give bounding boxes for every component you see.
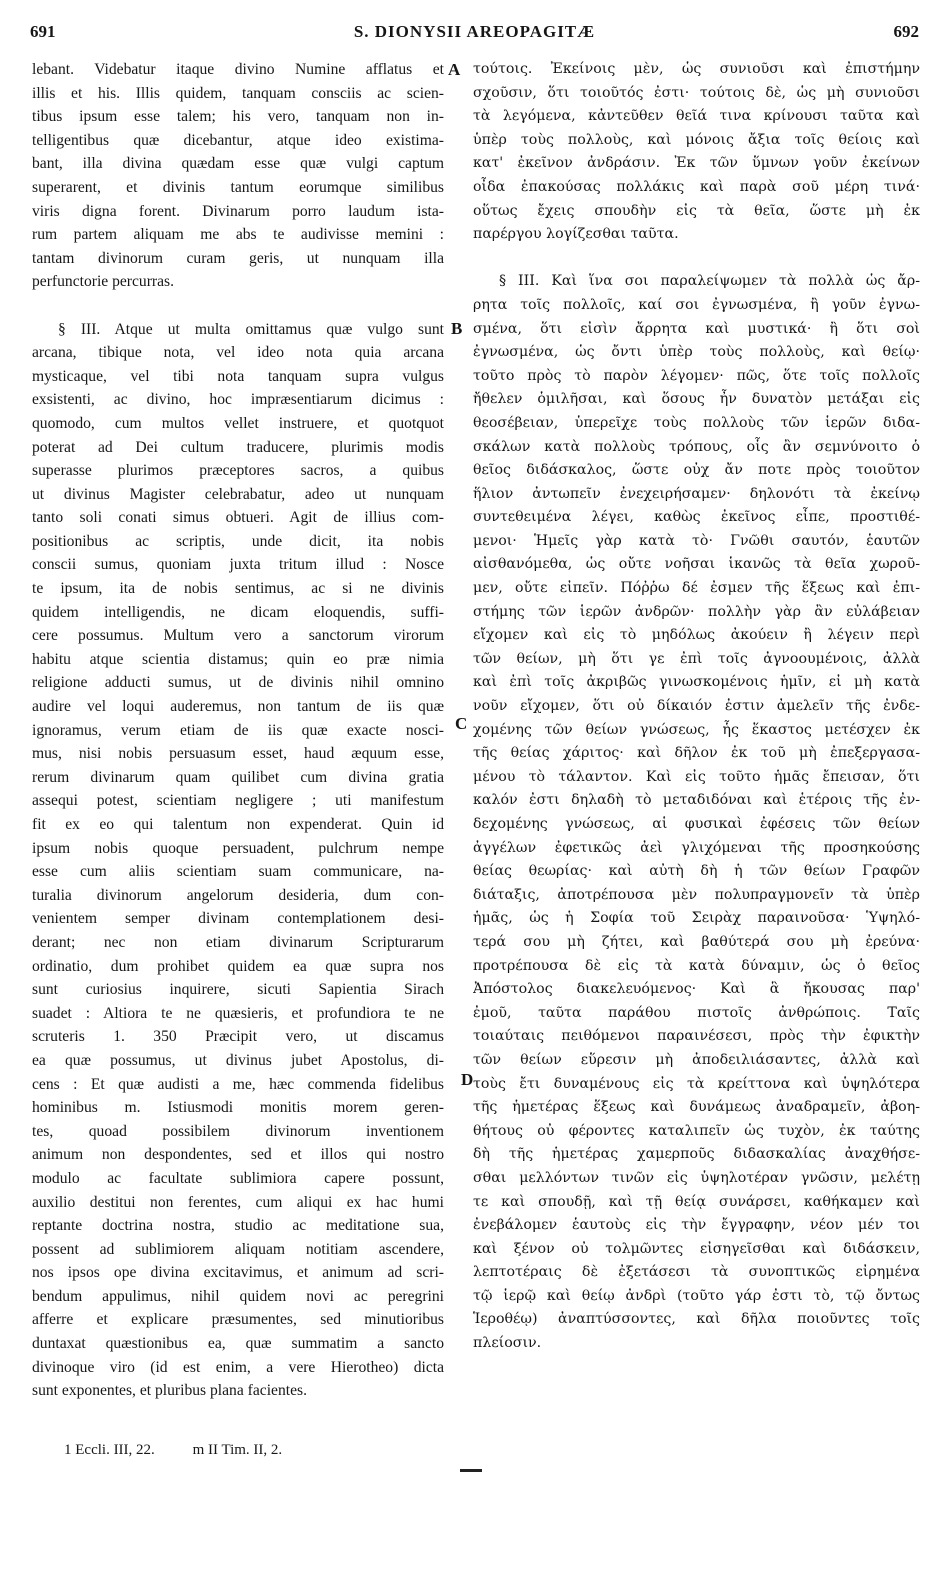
latin-text-line: positionibus ac scriptis, unde dicit, ita nobis [32,532,444,550]
greek-text-line: τὰ λεγόμενα, κἀντεῦθεν θεῖά τινα κρίνουσι ταῦτα καὶ [473,108,920,125]
margin-marker-d: D [461,1070,474,1089]
latin-text-line: ut divinus Magister celebrabatur, adeo ut nunquam [32,485,444,503]
latin-text-line: conscii sumus, quoniam juxta tritum illud : Nosce [32,556,444,574]
greek-text-line: θείας θεωρίας· καὶ αὐτὴ δὴ ἡ τῶν θείων Γραφῶν [473,863,920,880]
latin-text-line: derant; nec non etiam divinarum Scripturarum [32,933,444,951]
greek-text-line: Ἱεροθέῳ) ἀναπτύσσοντες, καὶ δῆλα ποιοῦντες τοῖς [473,1311,920,1328]
latin-text-line: assequi potest, scientiam negligere ; uti manifestum [32,792,444,810]
latin-text-line: arcana, tibique nota, vel ideo nota quia arcana [32,344,444,362]
latin-text-line: hominibus m. Istiusmodi monitis morem geren- [32,1099,444,1117]
greek-text-line: κατ' ἐκεῖνον ἀνδράσιν. Ἐκ τῶν ὕμνων γοῦν ἐκείνων [473,155,920,172]
latin-text-line: turalia divinorum angelorum desideria, dum con- [32,886,444,904]
greek-text-line: καὶ ξένον οὐ τολμῶντες εἰσηγεῖσθαι καὶ διδάσκειν, [473,1240,920,1257]
latin-text-line: ea quæ possumus, ut divinus jubet Apostolus, di- [32,1051,444,1069]
greek-text-line: οὕτως ἔχεις σπουδὴν εἰς τὰ θεῖα, ὥστε μὴ ἐκ [473,202,920,219]
latin-text-line: scruteris 1. 350 Præcipit vero, ut discamus [32,1028,444,1046]
greek-text-line: οἶδα ἐπακούσας πολλάκις καὶ παρὰ σοῦ μέρη τινά· [473,178,920,195]
footnote-1: 1 Eccli. III, 22. [64,1442,155,1458]
greek-text-line: σκάλων κατὰ πολλοὺς τρόπους, οἷς ἂν σεμνύνοιτο ὁ [473,438,920,455]
latin-text-line: tanto soli conati simus obtueri. Agit de illius com- [32,509,444,527]
greek-text-line: προτρέπουσα δὲ εἰς τὰ κατὰ δύναμιν, ὡς ὁ θεῖος [473,957,920,974]
greek-text-line: μενοι· Ἡμεῖς γὰρ κατὰ τὸ· Γνῶθι σαυτόν, ἑαυτῶν [473,532,920,549]
latin-text-line: esse cum aliis scientiam suam communicare, na- [32,863,444,881]
footnote-m: m II Tim. II, 2. [192,1442,283,1458]
page-header [30,22,919,50]
greek-text-line: συντεθειμένα λέγει, καθὼς ἐκεῖνος εἶπε, προστιθέ- [473,509,920,526]
margin-marker-b: B [451,319,463,338]
greek-text-line: χομένης τῶν θείων γνώσεως, ἧς ἕκαστος μετέσχεν ἐκ [473,721,920,738]
latin-text-line: illis et his. Illis quidem, tanquam consciis ac scien- [32,84,444,102]
greek-text-line: αἰσθανόμεθα, ὡς οὔτε νοῆσαι ἱκανῶς τὰ θεῖα χωροῦ- [473,556,920,573]
greek-text-line: τοὺς ἔτι δυναμένους εἰς τὰ κρείττονα καὶ ὑψηλότερα [473,1075,920,1092]
latin-text-line: viris digna forent. Divinarum porro laudum ista- [32,202,444,220]
greek-text-line: ἀγγέλων ἐφετικῶς ἀεὶ γλιχόμεναι τῆς προσηκούσης [473,839,920,856]
greek-text-line: δεχομένης γνώσεως, αἱ φυσικαὶ ἐφέσεις τῶν θείων [473,816,920,832]
latin-text-line: venientem semper divinam contemplationem desi- [32,910,444,928]
latin-text-line: sunt exponentes, et pluribus plana facientes. [32,1382,307,1400]
latin-text-line: afferre et explicare præsumentes, sed minutioribus [32,1311,444,1329]
greek-text-line: ἐμοῦ, ταῦτα παράθου πιστοῖς ἀνθρώποις. Ταῖς [473,1004,920,1021]
latin-text-line: rum partem aliquam me abs te audivisse memini : [32,226,444,244]
latin-text-line: fit ex eo qui talentum non expenderat. Quin id [32,816,444,833]
greek-text-line: ἡμᾶς, ὡς ἡ Σοφία τοῦ Σειρὰχ παραινοῦσα· Ὑψηλό- [473,910,920,927]
latin-text-line: mysticaque, vel tibi nota tanquam supra vulgus [32,367,444,385]
latin-text-line: bendum appulimus, nihil quidem novi ac peregrini [32,1287,444,1305]
latin-text-line: § III. Atque ut multa omittamus quæ vulgo sunt [58,320,444,338]
latin-text-line: reptante doctrina nostra, studio ac meditatione sua, [32,1217,444,1235]
latin-text-line: ipsum nobis quoque persuadent, pulchrum nempe [32,839,444,857]
greek-text-line: θεοσέβειαν, ὑπερεῖχε τοὺς πολλοὺς τῶν ἱερῶν διδα- [473,414,920,431]
greek-text-line: λεπτοτέραις δὲ ἐξετάσεσι τὰ συνοπτικῶς εἰρημένα [473,1264,920,1281]
latin-text-line: exsistenti, ac divino, hoc impræsentiarum dicimus : [32,391,444,409]
greek-text-line: στήμης τῶν ἱερῶν ἀνδρῶν· πολλὴν γὰρ ἂν εὐλάβειαν [473,603,920,620]
latin-text-line: modulo ac facultate sublimiora capere possunt, [32,1169,444,1187]
greek-text-line: ἐνεβάλομεν ἑαυτοὺς εἰς τὴν ἔγγραφην, νέον μέν τοι [473,1217,920,1234]
latin-text-line: cens : Et quæ audisti a me, hæc commenda fidelibus [32,1075,444,1093]
latin-text-line: telligentibus quæ dicebantur, atque ideo existima- [32,131,444,149]
latin-text-line: superasse plurimos præceptores sacros, a quibus [32,462,444,480]
latin-text-line: lebant. Videbatur itaque divino Numine afflatus et [32,61,444,78]
greek-text-line: σχοῦσιν, ὅτι τοιοῦτός ἐστι· τούτοις δὲ, ὡς μὴ συνιοῦσι [473,84,920,101]
greek-text-line: παρέργου λογίζεσθαι ταῦτα. [473,226,679,243]
greek-text-line: τοιαύταις πειθόμενοι παραινέσεσι, πρὸς τὴν ἐφικτὴν [473,1028,920,1045]
latin-text-line: bant, illa divina quædam esse quæ vulgi captum [32,155,444,173]
latin-text-line: sunt curiosius inquirere, sicuti Sapientia Sirach [32,981,444,999]
latin-text-line: duntaxat quæstionibus ea, quæ summatim a sancto [32,1335,444,1353]
greek-text-line: εἴχομεν καὶ εἰς τὸ μηδόλως ἀκούειν ἢ λέγειν περὶ [473,627,920,644]
greek-text-line: τῶν θείων, μὴ ὅτι γε ἐπὶ τοῖς ἀγνοουμένοις, ἀλλὰ [473,650,920,667]
greek-text-line: δὴ τῆς ἡμετέρας χαμερποῦς διδασκαλίας ἀναχθήσε- [473,1146,920,1163]
greek-text-line: τε καὶ σπουδῇ, καὶ τῇ θείᾳ συνάρσει, καθήκαμεν καὶ [473,1193,920,1210]
greek-text-line: μεν, οὔτε εἰπεῖν. Πόῤῥω δέ ἐσμεν τῆς ἕξεως καὶ ἐπι- [473,580,920,597]
greek-text-line: θεῖος διδάσκαλος, ὥστε οὐχ ἄν ποτε πρὸς τοιοῦτον [473,462,920,479]
page-number-right: 692 [893,22,919,41]
latin-text-line: ordinatio, dum prohibet quidem ea quæ supra nos [32,957,444,975]
latin-text-line: poterat ad Dei cultum traducere, plurimis modis [32,438,444,456]
greek-text-line: σμένα, ὅτι εἰσὶν ἄρρητα καὶ μυστικά· ἢ ὅτι σοὶ [473,320,920,337]
greek-text-line: § III. Καὶ ἵνα σοι παραλείψωμεν τὰ πολλὰ ὡς ἄρ- [499,273,920,290]
greek-text-line: τοῦτο πρὸς τὸ παρὸν λέγομεν· πῶς, ὅτε τοῖς πολλοῖς [473,367,920,384]
latin-text-line: suadet : Altiora te ne quæsieris, et profundiora te ne [32,1004,444,1022]
paragraph-gap [473,247,920,271]
latin-text-line: tantam divinorum curam geris, ut nunquam illa [32,249,444,267]
latin-text-line: ignoramus, verum etiam de iis quæ exacte nosci- [32,721,444,739]
running-title: S. DIONYSII AREOPAGITÆ [353,22,596,41]
footnotes [64,1442,316,1459]
greek-text-line: σθαι μελλόντων τινῶν εἰς ὑψηλοτέραν γνῶσιν, μελέτῃ [473,1169,920,1186]
margin-marker-c: C [455,714,468,733]
greek-text-line: νοῦν εἴχομεν, ὅτι οὐ δίκαιόν ἐστιν ἀμελεῖν τῆς ἐνδε- [473,698,920,715]
latin-text-line: religione adducti sumus, ut de divinis nihil omnino [32,674,444,692]
greek-column [473,58,920,1356]
greek-text-line: τῆς θείας χάριτος· καὶ δῆλον ἐκ τοῦ μὴ ἐπεξεργασα- [473,745,920,762]
latin-text-line: possent ad sublimiorem aliquam notitiam ascendere, [32,1240,444,1258]
paragraph-gap [32,294,444,318]
latin-text-line: audire vel loqui auderemus, non tantum de iis quæ [32,698,444,716]
latin-text-line: divinoque viro (id est enim, a vere Hierotheo) dicta [32,1358,444,1376]
latin-text-line: quomodo, cum multos vellet instruere, et quotquot [32,414,444,432]
greek-text-line: ρητα τοῖς πολλοῖς, καί σοι ἐγνωσμένα, ἢ γοῦν ἐγνω- [473,296,920,313]
greek-text-line: διάταξις, ἀποτρέπουσα μὲν πολυπραγμονεῖν τὰ ὑπὲρ [473,886,920,903]
latin-text-line: habitu atque scientia distamus; quin eo præ nimia [32,650,444,668]
latin-text-line: superarent, et divinis tantum eorumque similibus [32,178,444,196]
page-end-rule [460,1469,482,1472]
greek-text-line: τῷ ἱερῷ καὶ θείῳ ἀνδρὶ (τοῦτο γάρ ἐστι τὸ, τῷ ὄντως [473,1287,920,1304]
latin-text-line: te ipsum, ita de nobis sentimus, ac si ne divinis [32,580,444,598]
greek-text-line: πλείοσιν. [473,1335,542,1352]
greek-text-line: ὑπὲρ τοὺς πολλοὺς, καὶ μόνοις ἄξια τοῖς θείοις καὶ [473,131,920,148]
greek-text-line: τῶν θείων εὕρεσιν μὴ ἀποδειλιάσαντες, ἀλλὰ καὶ [473,1051,920,1068]
latin-text-line: perfunctorie percurras. [32,273,174,291]
latin-text-line: mus, nisi nobis persuasum esset, haud æquum esse, [32,745,444,763]
greek-text-line: τούτοις. Ἐκείνοις μὲν, ὡς συνιοῦσι καὶ ἐπιστήμην [473,61,920,77]
greek-text-line: Ἀπόστολος διακελευόμενος· Καὶ ἃ ἤκουσας παρ' [473,981,920,998]
margin-marker-a: A [448,60,461,79]
greek-text-line: καὶ ἐπὶ τοῖς ἀκριβῶς γινωσκομένοις ἡμῖν, εἰ μὴ κατὰ [473,674,920,691]
latin-text-line: quidem intelligendis, ne dicam eloquendis, suffi- [32,603,444,621]
greek-text-line: ἐγνωσμένα, ὡς ὄντι ὑπὲρ τοὺς πολλοὺς, καὶ θείῳ· [473,344,920,361]
latin-text-line: tibus ipsum esse talem; his vero, tanquam non in- [32,108,444,126]
greek-text-line: ἥλιον ἀντωπεῖν ἐνεχειρήσαμεν· δηλονότι τὰ ἐκείνῳ [473,485,920,502]
latin-text-line: tes, quoad possibilem divinorum inventionem [32,1122,444,1140]
greek-text-line: ἤθελεν ὁμιλῆσαι, καὶ ὅσους ἦν δυνατὸν μετάξαι εἰς [473,391,920,408]
greek-text-line: καλόν ἐστι δηλαδὴ τὸ μεταδιδόναι καὶ ἑτέροις τῆς ἐν- [473,792,920,809]
page-number-left: 691 [30,22,56,41]
greek-text-line: μένου τὸ τάλαντον. Καὶ εἰς τοῦτο ἡμᾶς ἔπεισαν, ὅτι [473,768,920,785]
latin-text-line: auxilio destitui non ferentes, cum aliqui ex hac humi [32,1193,444,1211]
latin-text-line: rerum divinarum quam quilibet cum divina gratia [32,768,444,786]
greek-text-line: τῆς ἡμετέρας ἕξεως καὶ δυνάμεως ἀναδραμεῖν, ἀβοη- [473,1099,920,1116]
latin-text-line: nos ipsos ope divina excitavimus, et animum ad scri- [32,1264,444,1282]
latin-text-line: animum non despondentes, sed et illos qui nostro [32,1146,444,1164]
latin-column [32,58,444,1403]
greek-text-line: θήτους οὐ φέροντες καταλιπεῖν ὡς τυχὸν, ἐκ ταύτης [473,1122,920,1139]
latin-text-line: cere possumus. Multum vero a sanctorum virorum [32,627,444,645]
greek-text-line: τερά σου μὴ ζήτει, καὶ βαθύτερά σου μὴ ἐρεύνα· [473,933,920,950]
